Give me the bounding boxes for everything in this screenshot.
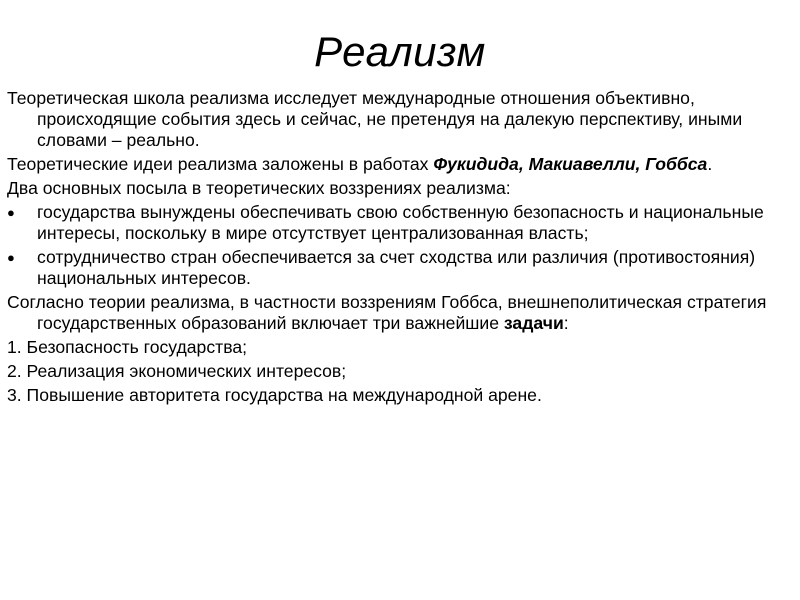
bullet-dot-icon: ● — [7, 205, 15, 220]
task-item: 1. Безопасность государства; — [7, 337, 248, 357]
paragraph-hobbes — [7, 292, 793, 334]
paragraph-intro: Теоретическая школа реализма исследует международные отношения объективно, происходящие события здесь и сейчас, не претендуя на далекую перспективу, иными словами – реально. — [7, 88, 743, 150]
authors-end: . — [707, 154, 713, 174]
authors-names: Фукидида, Макиавелли, Гоббса — [433, 154, 708, 174]
task-item: 2. Реализация экономических интересов; — [7, 361, 347, 381]
bullet-item — [7, 247, 793, 289]
paragraph-premises: Два основных посыла в теоретических воззрениях реализма: — [7, 178, 511, 198]
task-item: 3. Повышение авторитета государства на международной арене. — [7, 385, 542, 405]
authors-lead-text: Теоретические идеи реализма заложены в работах — [7, 154, 434, 174]
hobbes-end: : — [563, 313, 569, 333]
hobbes-lead-text: Согласно теории реализма, в частности воззрениям Гоббса, внешнеполитическая стратегия государственных образований включает три важнейшие — [7, 292, 767, 333]
bullet-text: сотрудничество стран обеспечивается за счет сходства или различия (противостояния) национальных интересов. — [37, 247, 756, 288]
bullet-item — [7, 202, 793, 244]
slide-title: Реализм — [314, 28, 486, 75]
bullet-dot-icon: ● — [7, 250, 15, 265]
paragraph-authors — [7, 154, 793, 175]
slide-body — [7, 88, 793, 409]
bullet-text: государства вынуждены обеспечивать свою собственную безопасность и национальные интересы, поскольку в мире отсутствует централизованная власть; — [37, 202, 764, 243]
tasks-word: задачи — [503, 313, 564, 333]
